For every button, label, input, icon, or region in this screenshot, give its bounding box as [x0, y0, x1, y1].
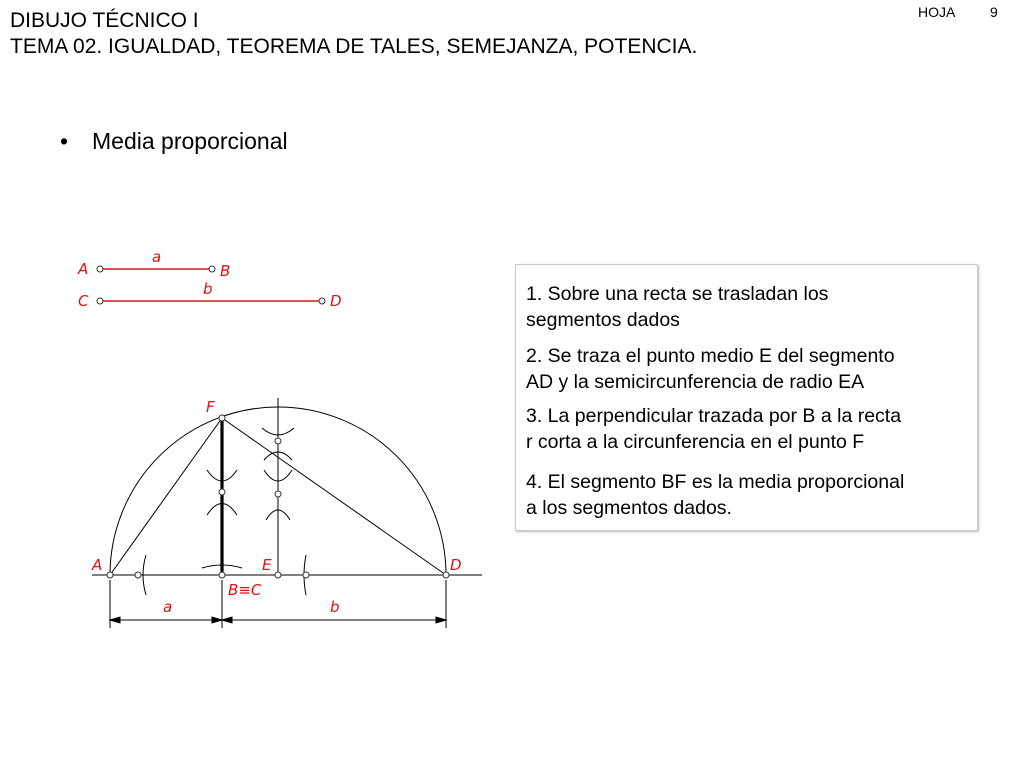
given-segments — [77, 248, 342, 310]
label-D: D — [450, 556, 462, 574]
step-4 — [526, 469, 971, 521]
sheet-label: HOJA — [918, 4, 956, 20]
point-B — [219, 572, 225, 578]
step-4-line-2: a los segmentos dados. — [526, 497, 732, 519]
step-2-line-2: AD y la semicircunferencia de radio EA — [526, 371, 865, 393]
step-2 — [526, 343, 971, 395]
dim-arrow-4 — [436, 617, 446, 623]
section-title: Media proporcional — [92, 128, 288, 154]
label-a-given: a — [152, 248, 162, 266]
step-1-line-1: 1. Sobre una recta se trasladan los — [526, 283, 829, 305]
bullet: • — [60, 128, 69, 154]
point-transfer-2 — [303, 572, 309, 578]
point-D — [443, 572, 449, 578]
step-3 — [526, 403, 971, 455]
dim-arrow-3 — [222, 617, 232, 623]
dim-arrow-1 — [110, 617, 120, 623]
label-dim-a: a — [163, 598, 173, 616]
course-title: DIBUJO TÉCNICO I — [10, 9, 199, 32]
label-F: F — [206, 398, 215, 416]
label-B-given: B — [220, 262, 231, 280]
step-4-line-1: 4. El segmento BF es la media proporcional — [526, 471, 905, 493]
label-A: A — [92, 556, 103, 574]
point-F — [219, 415, 225, 421]
steps-box — [515, 264, 978, 531]
point-transfer-1 — [135, 572, 141, 578]
step-2-line-1: 2. Se traza el punto medio E del segmento — [526, 345, 895, 367]
point-bisector-mid — [275, 491, 281, 497]
point-D-given — [319, 298, 325, 304]
label-C-given: C — [78, 292, 89, 310]
label-D-given: D — [330, 292, 342, 310]
step-3-line-2: r corta a la circunferencia en el punto F — [526, 431, 865, 453]
topic-title: TEMA 02. IGUALDAD, TEOREMA DE TALES, SEMEJANZA, POTENCIA. — [10, 35, 698, 58]
step-1-line-2: segmentos dados — [526, 309, 680, 331]
point-C-given — [97, 298, 103, 304]
label-B-equiv-C: B≡C — [228, 581, 262, 599]
point-A-given — [97, 266, 103, 272]
label-A-given: A — [78, 260, 89, 278]
point-perp-mid — [219, 489, 225, 495]
segment-AF — [110, 418, 222, 575]
label-b-given: b — [203, 280, 213, 298]
segment-FD — [222, 418, 446, 575]
sheet-number: 9 — [990, 4, 998, 20]
point-B-given — [209, 266, 215, 272]
point-E — [275, 572, 281, 578]
label-E: E — [262, 556, 272, 574]
step-3-line-1: 3. La perpendicular trazada por B a la recta — [526, 405, 902, 427]
point-bisector-top — [275, 438, 281, 444]
construction — [92, 398, 482, 628]
label-dim-b: b — [330, 598, 340, 616]
step-1 — [526, 281, 971, 333]
point-A — [107, 572, 113, 578]
